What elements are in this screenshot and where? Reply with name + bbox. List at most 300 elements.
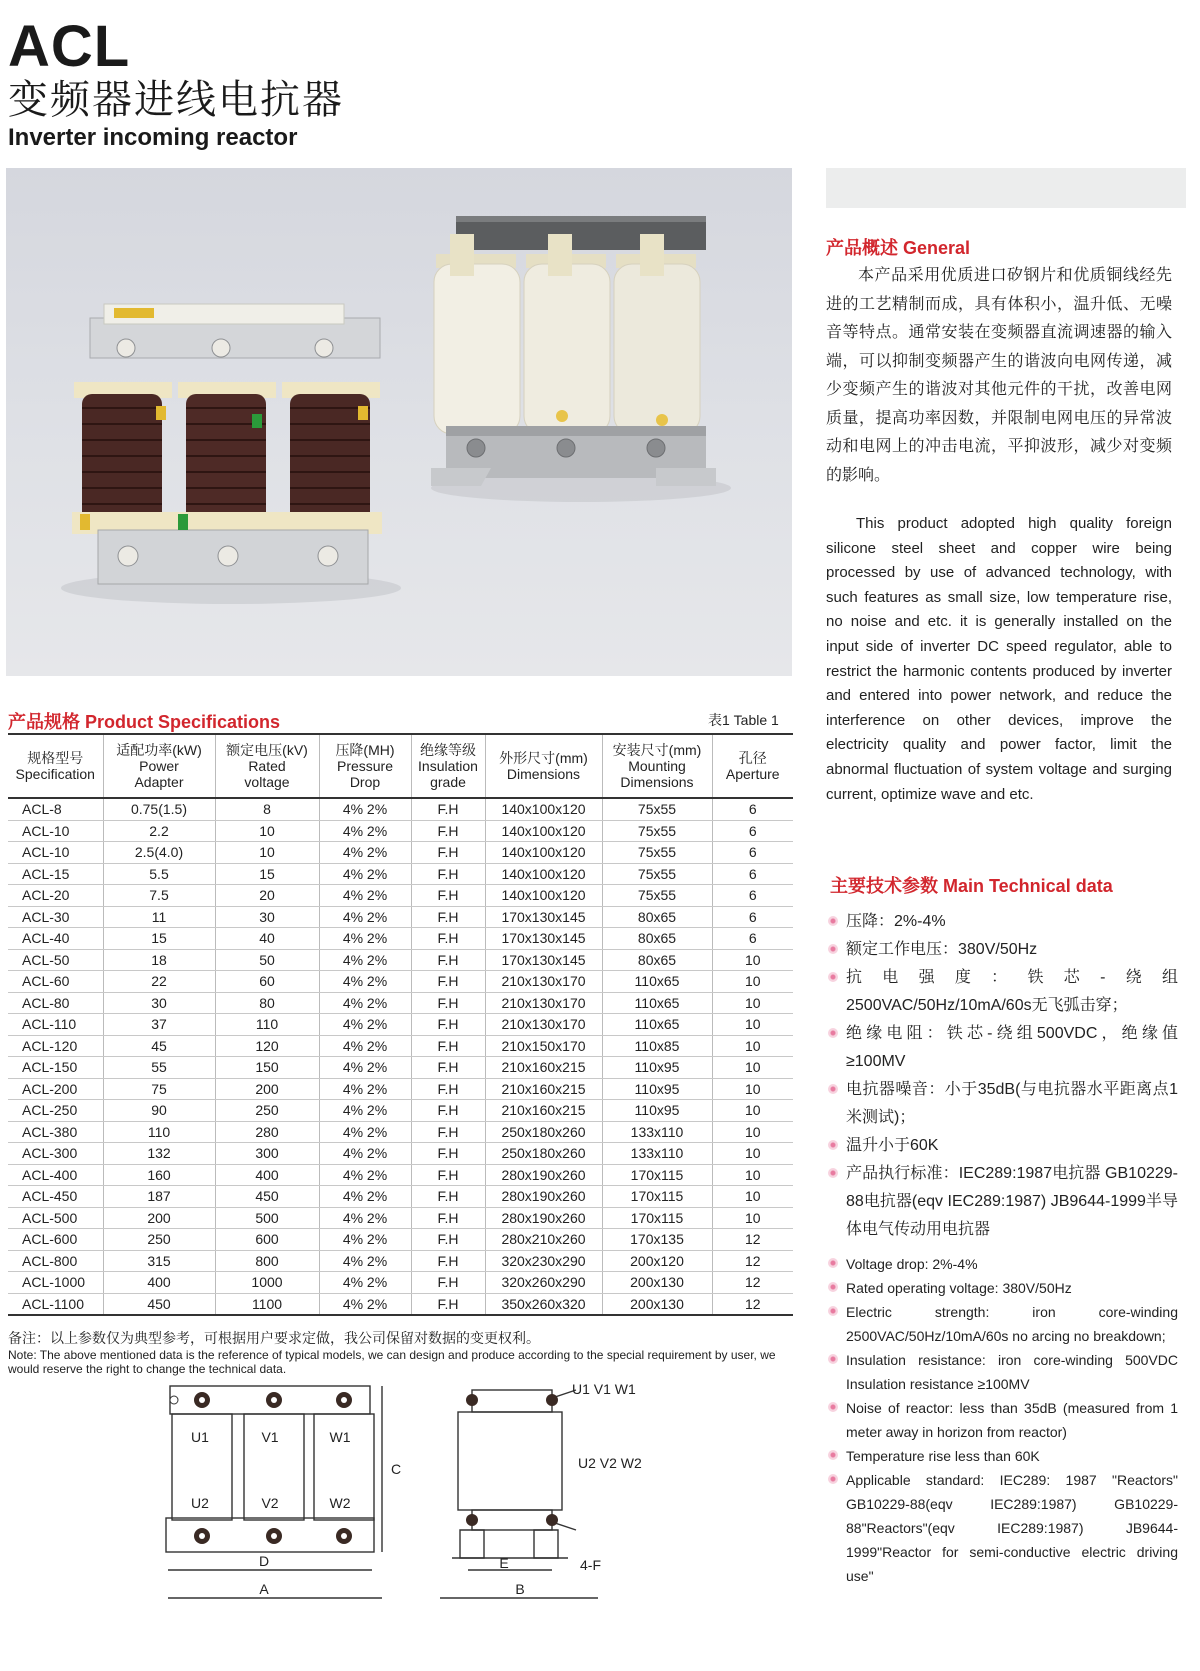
table-cell: 200	[215, 1078, 319, 1100]
table-cell: 170x135	[602, 1229, 712, 1251]
table-cell: F.H	[411, 928, 485, 950]
table-cell: 30	[103, 992, 215, 1014]
table-row	[8, 928, 793, 950]
table-cell: 80x65	[602, 928, 712, 950]
table-cell: 600	[215, 1229, 319, 1251]
table-row	[8, 1078, 793, 1100]
table-cell: 210x160x215	[485, 1078, 602, 1100]
table-cell: 50	[215, 949, 319, 971]
table-row	[8, 1057, 793, 1079]
col-dimensions	[485, 734, 602, 798]
table-cell: 4% 2%	[319, 1121, 411, 1143]
col-voltage-cn: 额定电压(kV)	[226, 742, 308, 758]
table-cell: 250	[215, 1100, 319, 1122]
front-view	[166, 1386, 382, 1598]
col-power-en: Power Adapter	[134, 758, 184, 790]
table-cell: 6	[712, 928, 793, 950]
table-cell: F.H	[411, 1272, 485, 1294]
table-cell: F.H	[411, 1293, 485, 1315]
table-cell: 200	[103, 1207, 215, 1229]
table-row	[8, 1014, 793, 1036]
col-spec-cn: 规格型号	[27, 750, 84, 766]
table-cell: 110x95	[602, 1100, 712, 1122]
table-cell: 10	[215, 820, 319, 842]
label-w2: W2	[329, 1495, 351, 1511]
table-cell: ACL-50	[8, 949, 103, 971]
note-en: Note: The above mentioned data is the reference of typical models, we can design and produce according to the special requirement by user, we would reserve the right to change the technical data.	[8, 1348, 776, 1376]
spec-table	[8, 733, 793, 1316]
tech-item-text: Voltage drop: 2%-4%	[846, 1256, 978, 1272]
col-power	[103, 734, 215, 798]
table-row	[8, 1293, 793, 1315]
tech-item	[826, 1076, 1178, 1132]
table-cell: 10	[712, 971, 793, 993]
table-cell: F.H	[411, 1250, 485, 1272]
general-text-en: This product adopted high quality foreign silicone steel sheet and copper wire being processed by use of advanced technology, with such features as small size, low temperature rise, no noise and etc. it is generally installed on the input side of inverter DC speed regulator, able to restrict the harmonic contents produced by inverter and entered into power network, and reduce the interference on other devices, improve the electricity quality and power factor, limit the abnormal fluctuation of system voltage and surging current, optimize wave and etc.	[826, 515, 1172, 803]
table-cell: 210x130x170	[485, 971, 602, 993]
specs-heading: 产品规格 Product Specifications	[8, 712, 281, 732]
table-cell: F.H	[411, 1100, 485, 1122]
table-cell: F.H	[411, 842, 485, 864]
label-v2: V2	[261, 1495, 279, 1511]
table-cell: 110x95	[602, 1057, 712, 1079]
bullet-icon	[828, 944, 838, 954]
col-dimensions-en: Dimensions	[506, 766, 581, 782]
table-cell: ACL-15	[8, 863, 103, 885]
product-photo	[6, 168, 792, 676]
tech-item	[826, 1348, 1178, 1396]
table-row	[8, 1186, 793, 1208]
table-cell: 4% 2%	[319, 928, 411, 950]
table-cell: 200x130	[602, 1272, 712, 1294]
table-header-row	[8, 734, 793, 798]
table-cell: ACL-8	[8, 798, 103, 820]
table-cell: 6	[712, 842, 793, 864]
tech-item-text: Noise of reactor: less than 35dB (measured from 1 meter away in horizon from reactor)	[846, 1400, 1178, 1440]
col-dimensions-cn: 外形尺寸(mm)	[499, 750, 588, 766]
table-cell: 7.5	[103, 885, 215, 907]
dim-c-label: C	[390, 1461, 402, 1477]
table-cell: 10	[712, 1121, 793, 1143]
table-cell: 150	[215, 1057, 319, 1079]
technical-heading: 主要技术参数 Main Technical data	[830, 876, 1113, 896]
table-cell: 90	[103, 1100, 215, 1122]
table-cell: 10	[712, 1100, 793, 1122]
tech-item	[826, 1444, 1178, 1468]
col-drop	[319, 734, 411, 798]
table-cell: ACL-30	[8, 906, 103, 928]
table-cell: 4% 2%	[319, 863, 411, 885]
table-row	[8, 1164, 793, 1186]
bullet-icon	[828, 1402, 838, 1412]
tech-item-text: Rated operating voltage: 380V/50Hz	[846, 1280, 1072, 1296]
table-cell: ACL-200	[8, 1078, 103, 1100]
bullet-icon	[828, 916, 838, 926]
col-mounting-cn: 安装尺寸(mm)	[612, 742, 702, 758]
table-cell: 280x210x260	[485, 1229, 602, 1251]
table-row	[8, 885, 793, 907]
table-cell: 110x65	[602, 992, 712, 1014]
table-cell: 2.2	[103, 820, 215, 842]
general-text-cn: 本产品采用优质进口矽钢片和优质铜线经先进的工艺精制而成，具有体积小，温升低、无噪音等特点。通常安装在变频器直流调速器的输入端，可以抑制变频器产生的谐波向电网传递，减少变频产生的谐波对其他元件的干扰，改善电网质量，提高功率因数，并限制电网电压的异常波动和电网上的冲击电流，平抑波形，减少对变频的影响。	[826, 267, 1172, 484]
table-cell: 110x85	[602, 1035, 712, 1057]
bullet-icon	[828, 1258, 838, 1268]
table-cell: 315	[103, 1250, 215, 1272]
table-cell: F.H	[411, 1035, 485, 1057]
table-cell: 80	[215, 992, 319, 1014]
table-cell: F.H	[411, 1057, 485, 1079]
side-top-label: U1 V1 W1	[572, 1381, 636, 1397]
table-cell: ACL-450	[8, 1186, 103, 1208]
table-cell: 75x55	[602, 820, 712, 842]
table-cell: 170x115	[602, 1186, 712, 1208]
table-cell: 250	[103, 1229, 215, 1251]
bullet-icon	[828, 1028, 838, 1038]
table-cell: 4% 2%	[319, 1100, 411, 1122]
reactor-right	[431, 216, 716, 486]
table-cell: 210x160x215	[485, 1100, 602, 1122]
table-cell: 110x65	[602, 1014, 712, 1036]
tech-item	[826, 1252, 1178, 1276]
table-cell: 15	[103, 928, 215, 950]
table-cell: ACL-80	[8, 992, 103, 1014]
table-cell: 4% 2%	[319, 1250, 411, 1272]
table-cell: F.H	[411, 1121, 485, 1143]
tech-item	[826, 964, 1178, 1020]
col-aperture-cn: 孔径	[738, 750, 767, 766]
table-cell: 4% 2%	[319, 1272, 411, 1294]
table-cell: 187	[103, 1186, 215, 1208]
bullet-icon	[828, 1306, 838, 1316]
col-drop-en: Pressure Drop	[336, 758, 394, 790]
table-cell: 10	[712, 992, 793, 1014]
table-cell: 10	[712, 1014, 793, 1036]
table-cell: ACL-1100	[8, 1293, 103, 1315]
table-cell: 18	[103, 949, 215, 971]
table-cell: 4% 2%	[319, 1207, 411, 1229]
table-cell: 4% 2%	[319, 1014, 411, 1036]
table-cell: 250x180x260	[485, 1121, 602, 1143]
side-terminals	[466, 1394, 558, 1526]
col-voltage	[215, 734, 319, 798]
tech-item	[826, 1132, 1178, 1160]
table-cell: 12	[712, 1229, 793, 1251]
table-cell: 40	[215, 928, 319, 950]
table-cell: 110x65	[602, 971, 712, 993]
table-cell: F.H	[411, 992, 485, 1014]
table-cell: F.H	[411, 885, 485, 907]
table-cell: ACL-150	[8, 1057, 103, 1079]
table-cell: 400	[215, 1164, 319, 1186]
table-row	[8, 842, 793, 864]
table-cell: ACL-500	[8, 1207, 103, 1229]
table-cell: F.H	[411, 1143, 485, 1165]
model-code: ACL	[8, 14, 131, 79]
table-cell: 11	[103, 906, 215, 928]
table-cell: 1000	[215, 1272, 319, 1294]
table-cell: 37	[103, 1014, 215, 1036]
page-title-en: Inverter incoming reactor	[8, 124, 298, 151]
table-cell: ACL-60	[8, 971, 103, 993]
table-row	[8, 820, 793, 842]
table-cell: 200x120	[602, 1250, 712, 1272]
table-cell: 4% 2%	[319, 798, 411, 820]
table-cell: 4% 2%	[319, 906, 411, 928]
tech-item-text: 电抗器噪音：小于35dB(与电抗器水平距离点1米测试)；	[846, 1081, 1178, 1126]
table-cell: 170x130x145	[485, 906, 602, 928]
col-aperture	[712, 734, 793, 798]
table-row	[8, 1035, 793, 1057]
label-u2: U2	[191, 1495, 209, 1511]
table-cell: 133x110	[602, 1121, 712, 1143]
table-cell: 75x55	[602, 863, 712, 885]
table-cell: 4% 2%	[319, 1078, 411, 1100]
col-spec-en: Specification	[15, 766, 95, 782]
table-cell: 4% 2%	[319, 1229, 411, 1251]
table-row	[8, 1121, 793, 1143]
table-cell: 110	[103, 1121, 215, 1143]
table-cell: 350x260x320	[485, 1293, 602, 1315]
table-row	[8, 949, 793, 971]
table-cell: 250x180x260	[485, 1143, 602, 1165]
table-cell: 4% 2%	[319, 992, 411, 1014]
label-u1: U1	[191, 1429, 209, 1445]
tech-item	[826, 908, 1178, 936]
table-cell: 400	[103, 1272, 215, 1294]
table-cell: 15	[215, 863, 319, 885]
table-cell: 10	[712, 1186, 793, 1208]
col-power-cn: 适配功率(kW)	[116, 742, 202, 758]
table-row	[8, 906, 793, 928]
bullet-icon	[828, 1474, 838, 1484]
table-cell: 120	[215, 1035, 319, 1057]
table-cell: 1100	[215, 1293, 319, 1315]
table-cell: 10	[215, 842, 319, 864]
table-cell: 140x100x120	[485, 863, 602, 885]
table-cell: 8	[215, 798, 319, 820]
table-cell: 4% 2%	[319, 885, 411, 907]
table-cell: 45	[103, 1035, 215, 1057]
dim-f-label: 4-F	[580, 1557, 601, 1573]
col-aperture-en: Aperture	[725, 766, 780, 782]
table-cell: 12	[712, 1250, 793, 1272]
table-cell: 6	[712, 820, 793, 842]
table-cell: 133x110	[602, 1143, 712, 1165]
table-cell: 140x100x120	[485, 820, 602, 842]
table-cell: 800	[215, 1250, 319, 1272]
table-cell: ACL-380	[8, 1121, 103, 1143]
col-spec	[8, 734, 103, 798]
table-cell: F.H	[411, 1229, 485, 1251]
table-cell: F.H	[411, 1186, 485, 1208]
table-cell: F.H	[411, 1014, 485, 1036]
table-cell: 4% 2%	[319, 842, 411, 864]
table-row	[8, 992, 793, 1014]
table-cell: 12	[712, 1272, 793, 1294]
table-cell: 12	[712, 1293, 793, 1315]
table-cell: 210x130x170	[485, 992, 602, 1014]
table-cell: 280x190x260	[485, 1164, 602, 1186]
table-row	[8, 1100, 793, 1122]
side-bottom-label: U2 V2 W2	[578, 1455, 642, 1471]
table-cell: ACL-10	[8, 820, 103, 842]
table-cell: 320x230x290	[485, 1250, 602, 1272]
table-cell: F.H	[411, 1078, 485, 1100]
product-illustration	[6, 168, 792, 676]
dimension-diagram	[160, 1380, 720, 1620]
col-insulation-cn: 绝缘等级	[420, 742, 476, 758]
table-cell: 140x100x120	[485, 885, 602, 907]
table-cell: 110x95	[602, 1078, 712, 1100]
note-cn: 备注：以上参数仅为典型参考，可根据用户要求定做，我公司保留对数据的变更权利。	[8, 1330, 540, 1346]
table-cell: ACL-120	[8, 1035, 103, 1057]
tech-item-text: 绝缘电阻：铁芯-绕组500VDC，绝缘值≥100MV	[846, 1025, 1178, 1070]
table-cell: 280	[215, 1121, 319, 1143]
tech-item-text: Temperature rise less than 60K	[846, 1448, 1040, 1464]
table-row	[8, 1207, 793, 1229]
table-cell: 75x55	[602, 842, 712, 864]
table-cell: 10	[712, 1057, 793, 1079]
tech-item-text: 温升小于60K	[846, 1137, 939, 1154]
table-cell: 10	[712, 1207, 793, 1229]
table-cell: 170x130x145	[485, 949, 602, 971]
table-cell: ACL-10	[8, 842, 103, 864]
table-row	[8, 1229, 793, 1251]
table-cell: 450	[215, 1186, 319, 1208]
dim-a-label: A	[259, 1581, 269, 1597]
dim-e-label: E	[499, 1555, 509, 1571]
table-row	[8, 1272, 793, 1294]
table-cell: ACL-1000	[8, 1272, 103, 1294]
tech-item-text: Insulation resistance: iron core-winding 500VDC Insulation resistance ≥100MV	[846, 1352, 1178, 1392]
tech-item-text: Applicable standard: IEC289: 1987 "Reactors" GB10229-88(eqv IEC289:1987) GB10229-88"Reactors"(eqv IEC289:1987) JB9644-1999"Reactor for semi-conductive electric driving use"	[846, 1472, 1178, 1584]
table-cell: 5.5	[103, 863, 215, 885]
table-cell: 300	[215, 1143, 319, 1165]
table-cell: 55	[103, 1057, 215, 1079]
front-terminals	[194, 1392, 352, 1544]
table-cell: 6	[712, 798, 793, 820]
table-cell: 210x150x170	[485, 1035, 602, 1057]
decorative-bar	[826, 168, 1186, 208]
bullet-icon	[828, 972, 838, 982]
bullet-icon	[828, 1140, 838, 1150]
table-cell: 75x55	[602, 798, 712, 820]
reactor-left	[72, 304, 382, 584]
table-cell: 4% 2%	[319, 1293, 411, 1315]
table-cell: F.H	[411, 971, 485, 993]
table-row	[8, 863, 793, 885]
table-row	[8, 1143, 793, 1165]
tech-item-text: Electric strength: iron core-winding 2500VAC/50Hz/10mA/60s no arcing no breakdown;	[846, 1304, 1178, 1344]
table-cell: 500	[215, 1207, 319, 1229]
table-cell: 80x65	[602, 906, 712, 928]
table-label: 表1 Table 1	[708, 712, 779, 728]
tech-item	[826, 1276, 1178, 1300]
table-cell: 280x190x260	[485, 1186, 602, 1208]
general-heading: 产品概述 General	[826, 238, 971, 258]
table-cell: F.H	[411, 906, 485, 928]
table-cell: 2.5(4.0)	[103, 842, 215, 864]
table-cell: 210x160x215	[485, 1057, 602, 1079]
table-cell: 75	[103, 1078, 215, 1100]
table-cell: F.H	[411, 949, 485, 971]
tech-item	[826, 1160, 1178, 1244]
table-cell: 4% 2%	[319, 1035, 411, 1057]
table-cell: 6	[712, 863, 793, 885]
bullet-icon	[828, 1354, 838, 1364]
col-mounting	[602, 734, 712, 798]
table-cell: 60	[215, 971, 319, 993]
table-cell: ACL-800	[8, 1250, 103, 1272]
label-v1: V1	[261, 1429, 279, 1445]
table-cell: ACL-40	[8, 928, 103, 950]
table-cell: 170x115	[602, 1207, 712, 1229]
table-cell: F.H	[411, 798, 485, 820]
table-cell: ACL-600	[8, 1229, 103, 1251]
table-cell: F.H	[411, 820, 485, 842]
table-cell: 110	[215, 1014, 319, 1036]
col-insulation	[411, 734, 485, 798]
table-cell: 132	[103, 1143, 215, 1165]
table-cell: ACL-250	[8, 1100, 103, 1122]
label-w1: W1	[329, 1429, 351, 1445]
col-drop-cn: 压降(MH)	[335, 742, 395, 758]
table-cell: 170x115	[602, 1164, 712, 1186]
bullet-icon	[828, 1084, 838, 1094]
table-cell: 4% 2%	[319, 1143, 411, 1165]
table-cell: ACL-110	[8, 1014, 103, 1036]
table-cell: 280x190x260	[485, 1207, 602, 1229]
table-cell: 4% 2%	[319, 820, 411, 842]
tech-item-text: 产品执行标准：IEC289:1987电抗器 GB10229-88电抗器(eqv IEC289:1987) JB9644-1999半导体电气传动用电抗器	[846, 1165, 1178, 1238]
tech-item	[826, 1468, 1178, 1588]
tech-item-text: 压降：2%-4%	[846, 913, 946, 930]
table-cell: 20	[215, 885, 319, 907]
table-cell: F.H	[411, 1164, 485, 1186]
tech-item-text: 抗电强度：铁芯-绕组2500VAC/50Hz/10mA/60s无飞弧击穿；	[846, 969, 1178, 1014]
bullet-icon	[828, 1450, 838, 1460]
col-voltage-en: Rated voltage	[244, 758, 290, 790]
table-cell: 10	[712, 1035, 793, 1057]
table-cell: 4% 2%	[319, 1057, 411, 1079]
table-cell: 6	[712, 906, 793, 928]
table-cell: 10	[712, 949, 793, 971]
tech-item	[826, 1020, 1178, 1076]
table-cell: 320x260x290	[485, 1272, 602, 1294]
col-mounting-en: Mounting Dimensions	[620, 758, 694, 790]
table-cell: F.H	[411, 863, 485, 885]
table-cell: 4% 2%	[319, 1186, 411, 1208]
table-cell: 140x100x120	[485, 842, 602, 864]
technical-list	[826, 908, 1178, 1588]
bullet-icon	[828, 1168, 838, 1178]
tech-item-text: 额定工作电压：380V/50Hz	[846, 941, 1038, 958]
side-view	[440, 1390, 598, 1598]
table-cell: 80x65	[602, 949, 712, 971]
table-cell: 450	[103, 1293, 215, 1315]
tech-item	[826, 936, 1178, 964]
table-cell: ACL-20	[8, 885, 103, 907]
table-row	[8, 798, 793, 820]
table-row	[8, 971, 793, 993]
bullet-icon	[828, 1282, 838, 1292]
table-cell: 10	[712, 1143, 793, 1165]
page-title-cn: 变频器进线电抗器	[8, 78, 344, 122]
dim-d-label: D	[258, 1553, 270, 1569]
table-cell: 170x130x145	[485, 928, 602, 950]
table-cell: 22	[103, 971, 215, 993]
table-cell: 0.75(1.5)	[103, 798, 215, 820]
